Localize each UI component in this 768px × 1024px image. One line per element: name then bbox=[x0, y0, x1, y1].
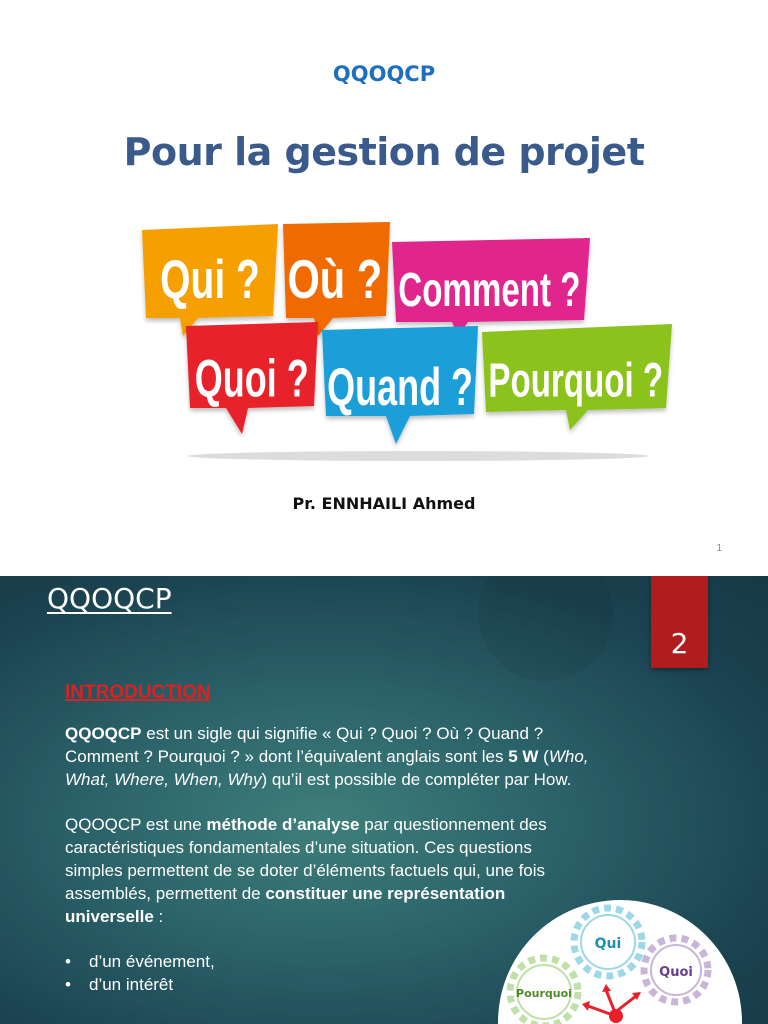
paragraph-text: QQOQCP est une bbox=[65, 815, 207, 834]
list-item: • d’un événement, bbox=[65, 950, 590, 973]
english-words: Who, What, Where, When, Why bbox=[65, 747, 589, 789]
bubble-pourquoi-label: Pourquoi ? bbox=[488, 353, 664, 407]
slide-1-title: Pour la gestion de projet bbox=[123, 130, 645, 174]
page-number: 1 bbox=[716, 543, 722, 554]
paragraph-text: ( bbox=[538, 747, 549, 766]
bubble-quand-label: Quand ? bbox=[327, 357, 474, 417]
author-name: Pr. ENNHAILI Ahmed bbox=[292, 494, 476, 513]
slide-2-title: QQOQCP bbox=[47, 582, 172, 615]
term-5w: 5 W bbox=[508, 747, 539, 766]
paragraph-text: ) qu’il est possible de compléter par How. bbox=[261, 770, 572, 789]
gear-pourquoi-label: Pourquoi bbox=[516, 987, 572, 1000]
bubble-pourquoi bbox=[482, 324, 672, 430]
section-heading: INTRODUCTION bbox=[65, 682, 211, 703]
paragraph-text: : bbox=[153, 907, 164, 926]
gear-qui-label: Qui bbox=[594, 936, 622, 952]
arrows-icon bbox=[582, 984, 641, 1023]
bubble-comment-label: Comment ? bbox=[398, 263, 581, 317]
slide-2 bbox=[0, 576, 768, 1024]
bubble-qui-label: Qui ? bbox=[160, 249, 260, 311]
bubble-qui bbox=[142, 224, 278, 336]
term-qqoqcp: QQOQCP bbox=[65, 724, 142, 743]
gears-icon bbox=[498, 900, 742, 1024]
paragraph-text: par questionnement des caractéristiques fondamentales d’une situation. Ces questions simples permettent de se doter d’éléments factuels qui, une fois assemblés, permettent de bbox=[65, 815, 547, 903]
bubble-quand bbox=[322, 326, 478, 444]
gears-illustration bbox=[498, 900, 742, 1024]
bubble-quoi bbox=[186, 322, 318, 434]
gear-quoi-label: Quoi bbox=[659, 965, 693, 980]
term-representation: constituer une représentation universelle bbox=[65, 884, 506, 926]
bubble-comment bbox=[392, 238, 590, 336]
slide-1-acronym: QQOQCP bbox=[332, 62, 436, 86]
bubble-ou bbox=[283, 222, 390, 336]
decorative-circle bbox=[478, 576, 613, 681]
paragraph-definition bbox=[65, 722, 590, 791]
bubble-ou-label: Où ? bbox=[287, 249, 383, 311]
gear-qui-icon bbox=[574, 908, 642, 976]
bubble-quoi-label: Quoi ? bbox=[194, 348, 309, 409]
paragraph-text: est un sigle qui signifie « Qui ? Quoi ? Où ? Quand ? Comment ? Pourquoi ? » dont l’équivalent anglais sont les bbox=[65, 724, 544, 766]
question-bubbles-illustration bbox=[138, 218, 678, 463]
slide-number: 2 bbox=[670, 627, 689, 660]
slide-number-tab bbox=[651, 576, 708, 668]
list-item: • d’un intérêt bbox=[65, 973, 590, 996]
term-methode: méthode d’analyse bbox=[206, 815, 360, 834]
gear-pourquoi-icon bbox=[510, 958, 578, 1024]
gear-quoi-icon bbox=[644, 938, 708, 1002]
